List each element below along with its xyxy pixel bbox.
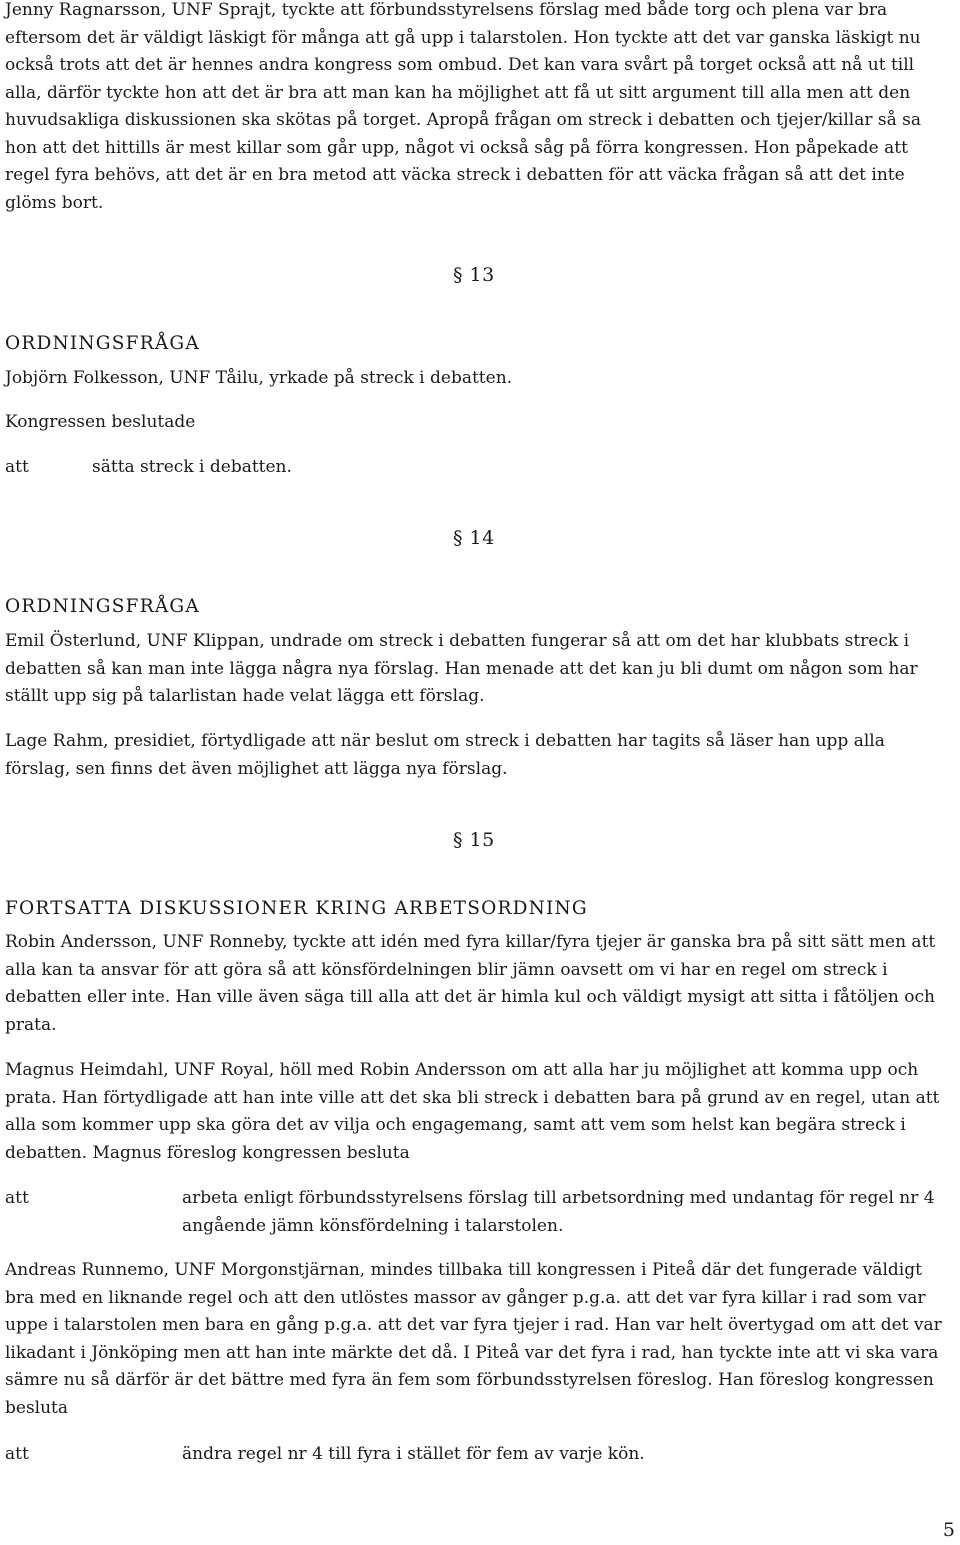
section-13-paragraph-2: Kongressen beslutade [5, 412, 196, 432]
section-14-paragraph-1: Emil Österlund, UNF Klippan, undrade om streck i debatten fungerar så att om det har klubbats streck i debatten så kan man inte lägga några nya förslag. Han menade att det kan ju bli dumt om någon som har ställt upp sig på talarlistan hade velat lägga ett förslag. [5, 631, 918, 706]
motion-1-text: arbeta enligt förbundsstyrelsens förslag till arbetsordning med undantag för regel nr 4 angående jämn könsfördelning i talarstolen. [182, 1188, 935, 1236]
section-15-paragraph-1: Robin Andersson, UNF Ronneby, tyckte att idén med fyra killar/fyra tjejer är ganska bra på sitt sätt men att alla kan ta ansvar för att göra så att könsfördelningen blir jämn oavsett om vi har en regel om streck i debatten eller inte. Han ville även säga till alla att det är himla kul och väldigt mysigt att sitta i fåtöljen och prata. [5, 932, 936, 1035]
section-15-paragraph-2: Magnus Heimdahl, UNF Royal, höll med Robin Andersson om att alla har ju möjlighet att komma upp och prata. Han förtydligade att han inte ville att det ska bli streck i debatten bara på grund av en regel, utan att alla som kommer upp ska göra det av vilja och engagemang, samt att vem som helst kan begära streck i debatten. Magnus föreslog kongressen besluta [5, 1060, 940, 1163]
motion-2-att-label: att [5, 1444, 29, 1464]
section-14-paragraph-2: Lage Rahm, presidiet, förtydligade att när beslut om streck i debatten har tagits så läser han upp alla förslag, sen finns det även möjlighet att lägga nya förslag. [5, 731, 885, 779]
section-13-paragraph-1: Jobjörn Folkesson, UNF Tåilu, yrkade på streck i debatten. [5, 368, 513, 388]
motion-1-att-label: att [5, 1188, 29, 1208]
section-14-heading: ORDNINGSFRÅGA [5, 596, 200, 617]
intro-paragraph: Jenny Ragnarsson, UNF Sprajt, tyckte att förbundsstyrelsens förslag med både torg och plena var bra eftersom det är väldigt läskigt för många att gå upp i talarstolen. Hon tyckte att det var ganska läskigt nu också trots att det är hennes andra kongress som ombud. Det kan vara svårt på torget också att nå ut till alla, därför tyckte hon att det är bra att man kan ha möjlighet att få ut sitt argument till alla men att den huvudsakliga diskussionen ska skötas på torget. Apropå frågan om streck i debatten och tjejer/killar så sa hon att det hittills är mest killar som går upp, något vi också såg på förra kongressen. Hon påpekade att regel fyra behövs, att det är en bra metod att väcka streck i debatten för att väcka frågan så att det inte glöms bort. [5, 0, 922, 213]
decision-att-label: att [5, 457, 29, 477]
section-14-number: § 14 [453, 527, 495, 549]
section-15-heading: FORTSATTA DISKUSSIONER KRING ARBETSORDNING [5, 898, 588, 919]
decision-text: sätta streck i debatten. [92, 457, 292, 477]
section-13-number: § 13 [453, 264, 495, 286]
page-number: 5 [942, 1519, 955, 1541]
section-15-number: § 15 [453, 829, 495, 851]
section-15-paragraph-3: Andreas Runnemo, UNF Morgonstjärnan, mindes tillbaka till kongressen i Piteå där det fungerade väldigt bra med en liknande regel och att den utlöstes massor av gånger p.g.a. att det var fyra killar i rad som var uppe i talarstolen men bara en gång p.g.a. att det var fyra tjejer i rad. Han var helt övertygad om att det var likadant i Jönköping men att han inte märkte det då. I Piteå var det fyra i rad, han tyckte inte att vi ska vara sämre nu så därför är det bättre med fyra än fem som förbundsstyrelsen föreslog. Han föreslog kongressen besluta [5, 1260, 942, 1418]
section-13-heading: ORDNINGSFRÅGA [5, 333, 200, 354]
motion-2-text: ändra regel nr 4 till fyra i stället för fem av varje kön. [182, 1444, 645, 1464]
